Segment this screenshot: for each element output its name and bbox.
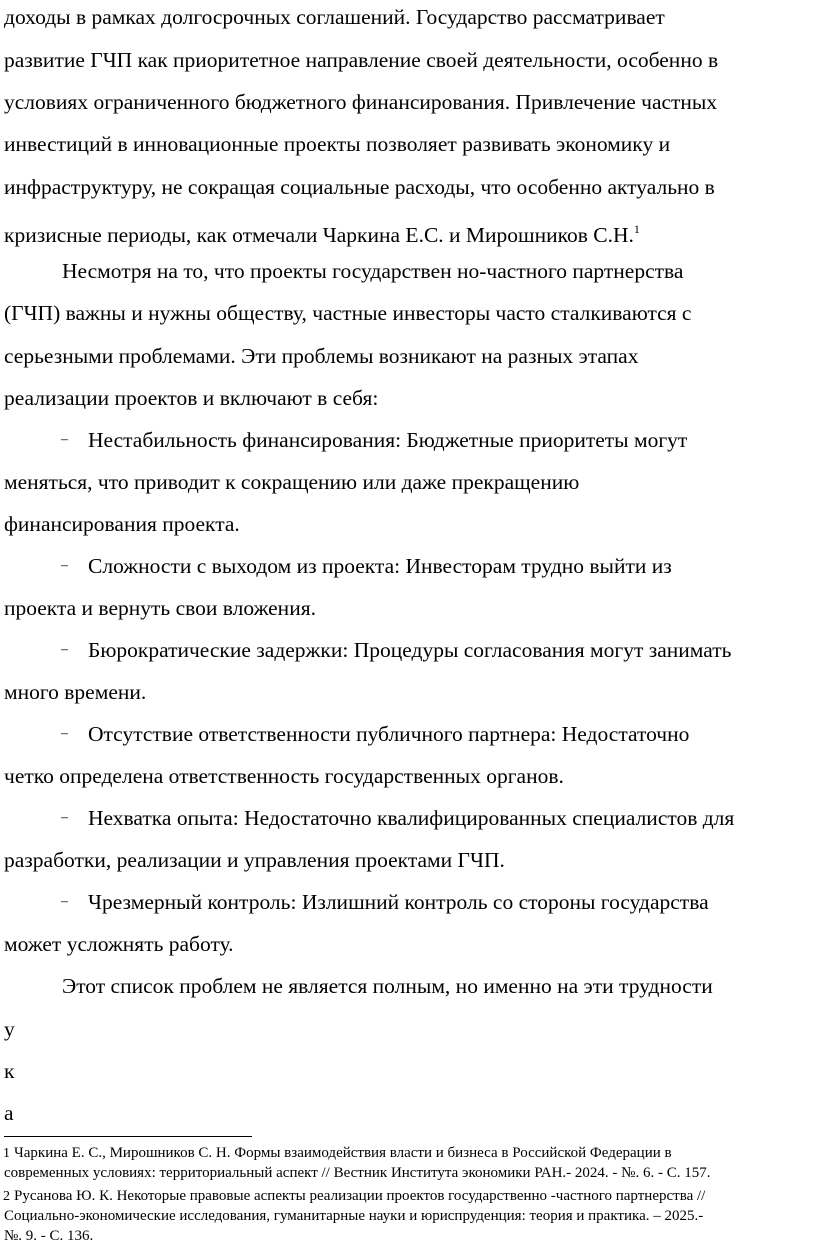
list-item-continuation: финансирования проекта. — [4, 512, 240, 536]
body-line: развитие ГЧП как приоритетное направление своей деятельности, особенно в — [4, 48, 719, 72]
list-item-continuation: может усложнять работу. — [4, 932, 234, 956]
list-marker: – — [61, 726, 68, 741]
footnote-number: 1 — [3, 1146, 10, 1161]
list-item: Чрезмерный контроль: Излишний контроль со стороны государства — [88, 890, 709, 914]
body-line: инвестиций в инновационные проекты позволяет развивать экономику и — [4, 132, 671, 156]
list-marker: – — [61, 810, 68, 825]
footnote-line: Чаркина Е. С., Мирошников С. Н. Формы взаимодействия власти и бизнеса в Российской Федерации в — [14, 1145, 672, 1161]
list-marker: – — [61, 894, 68, 909]
list-item: Нехватка опыта: Недостаточно квалифицированных специалистов для — [88, 806, 735, 830]
list-item: Нестабильность финансирования: Бюджетные приоритеты могут — [88, 428, 688, 452]
list-marker: – — [61, 642, 68, 657]
body-line: Этот список проблем не является полным, но именно на эти трудности — [62, 974, 713, 998]
footnote-separator — [4, 1136, 252, 1137]
footnote-number: 2 — [3, 1189, 10, 1204]
body-line: (ГЧП) важны и нужны обществу, частные инвесторы часто сталкиваются с — [4, 301, 692, 325]
list-item: Отсутствие ответственности публичного партнера: Недостаточно — [88, 722, 690, 746]
body-line: доходы в рамках долгосрочных соглашений. Государство рассматривает — [4, 5, 665, 29]
list-marker: – — [61, 558, 68, 573]
footnote-line: современных условиях: территориальный аспект // Вестник Института экономики РАН.- 2024. - №. 6. - С. 157. — [4, 1165, 711, 1181]
body-line: инфраструктуру, не сокращая социальные расходы, что особенно актуально в — [4, 175, 715, 199]
footnote-line: Социально-экономические исследования, гуманитарные науки и юриспруденция: теория и практика. – 2025.- — [4, 1208, 704, 1224]
footnote-line: №. 9. - С. 136. — [4, 1228, 94, 1244]
footnote-reference: 1 — [633, 222, 640, 236]
body-line: условиях ограниченного бюджетного финансирования. Привлечение частных — [4, 90, 718, 114]
list-item-continuation: четко определена ответственность государственных органов. — [4, 764, 564, 788]
body-line: реализации проектов и включают в себя: — [4, 386, 379, 410]
list-item-continuation: много времени. — [4, 680, 147, 704]
body-text: кризисные периоды, как отмечали Чаркина Е.С. и Мирошников С.Н. — [4, 223, 634, 247]
body-line — [4, 214, 640, 250]
list-item-continuation: разработки, реализации и управления проектами ГЧП. — [4, 848, 505, 872]
vertical-letter: а — [4, 1101, 14, 1125]
list-item-continuation: меняться, что приводит к сокращению или даже прекращению — [4, 470, 580, 494]
footnote-line: Русанова Ю. К. Некоторые правовые аспекты реализации проектов государственно -частного партнерства // — [14, 1188, 706, 1204]
vertical-letter: к — [4, 1059, 15, 1083]
list-item: Сложности с выходом из проекта: Инвесторам трудно выйти из — [88, 554, 672, 578]
list-marker: – — [61, 432, 68, 447]
body-line: Несмотря на то, что проекты государствен но-частного партнерства — [62, 259, 684, 283]
list-item-continuation: проекта и вернуть свои вложения. — [4, 596, 316, 620]
body-line: серьезными проблемами. Эти проблемы возникают на разных этапах — [4, 344, 639, 368]
list-item: Бюрократические задержки: Процедуры согласования могут занимать — [88, 638, 732, 662]
vertical-letter: у — [4, 1017, 15, 1041]
